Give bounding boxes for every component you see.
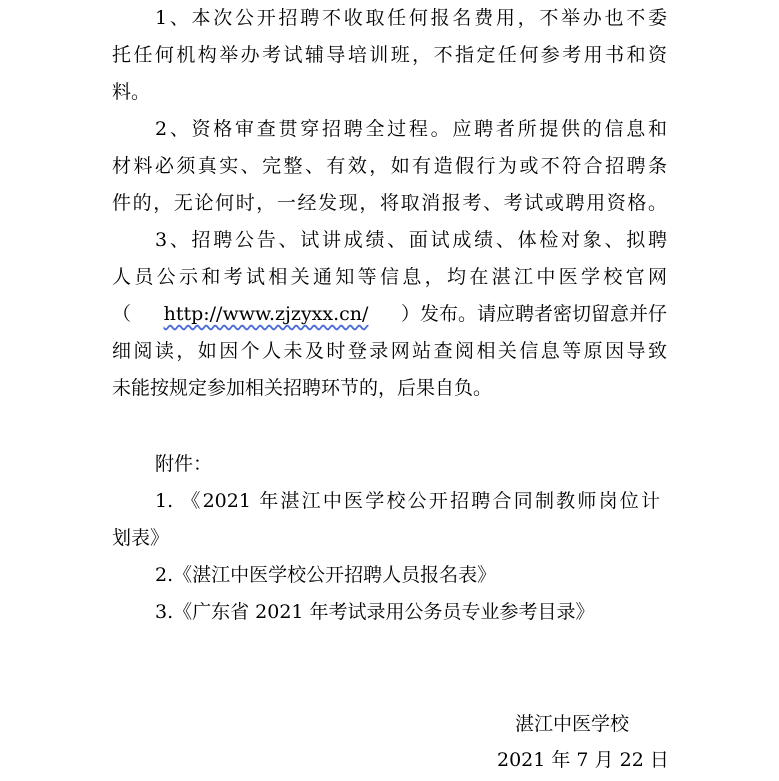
website-link[interactable]: http://www.zjzyxx.cn/ bbox=[163, 303, 369, 325]
signature-date: 2021 年 7 月 22 日 bbox=[497, 749, 669, 771]
para2-line3: 件的，无论何时，一经发现，将取消报考、考试或聘用资格。 bbox=[112, 192, 667, 214]
attachment-item2: 2.《湛江中医学校公开招聘人员报名表》 bbox=[155, 564, 497, 586]
para2-line1: 2、资格审查贯穿招聘全过程。应聘者所提供的信息和 bbox=[155, 118, 667, 140]
attachment-item3: 3.《广东省 2021 年考试录用公务员专业参考目录》 bbox=[155, 601, 595, 623]
para3-line2: 人员公示和考试相关通知等信息，均在湛江中医学校官网 bbox=[112, 266, 667, 288]
para3-line4: 细阅读，如因个人未及时登录网站查阅相关信息等原因导致 bbox=[112, 340, 667, 362]
para2-line2: 材料必须真实、完整、有效，如有造假行为或不符合招聘条 bbox=[112, 155, 667, 177]
attachments-heading: 附件： bbox=[155, 453, 213, 475]
para3-line3-suffix: ）发布。请应聘者密切留意并仔 bbox=[400, 303, 667, 325]
para3-line3-prefix: （ bbox=[112, 303, 132, 325]
para1-line2: 托任何机构举办考试辅导培训班，不指定任何参考用书和资 bbox=[112, 44, 667, 66]
para3-line3 bbox=[112, 302, 667, 326]
attachment-item1-line2: 划表》 bbox=[112, 527, 170, 549]
para3-line1: 3、招聘公告、试讲成绩、面试成绩、体检对象、拟聘 bbox=[155, 229, 667, 251]
para1-line1: 1、本次公开招聘不收取任何报名费用，不举办也不委 bbox=[155, 7, 667, 29]
signature-organization: 湛江中医学校 bbox=[515, 713, 630, 735]
attachment-item1-line1: 1. 《2021 年湛江中医学校公开招聘合同制教师岗位计 bbox=[155, 490, 660, 512]
para3-line5: 未能按规定参加相关招聘环节的，后果自负。 bbox=[112, 377, 493, 399]
para1-line3: 料。 bbox=[112, 81, 151, 103]
